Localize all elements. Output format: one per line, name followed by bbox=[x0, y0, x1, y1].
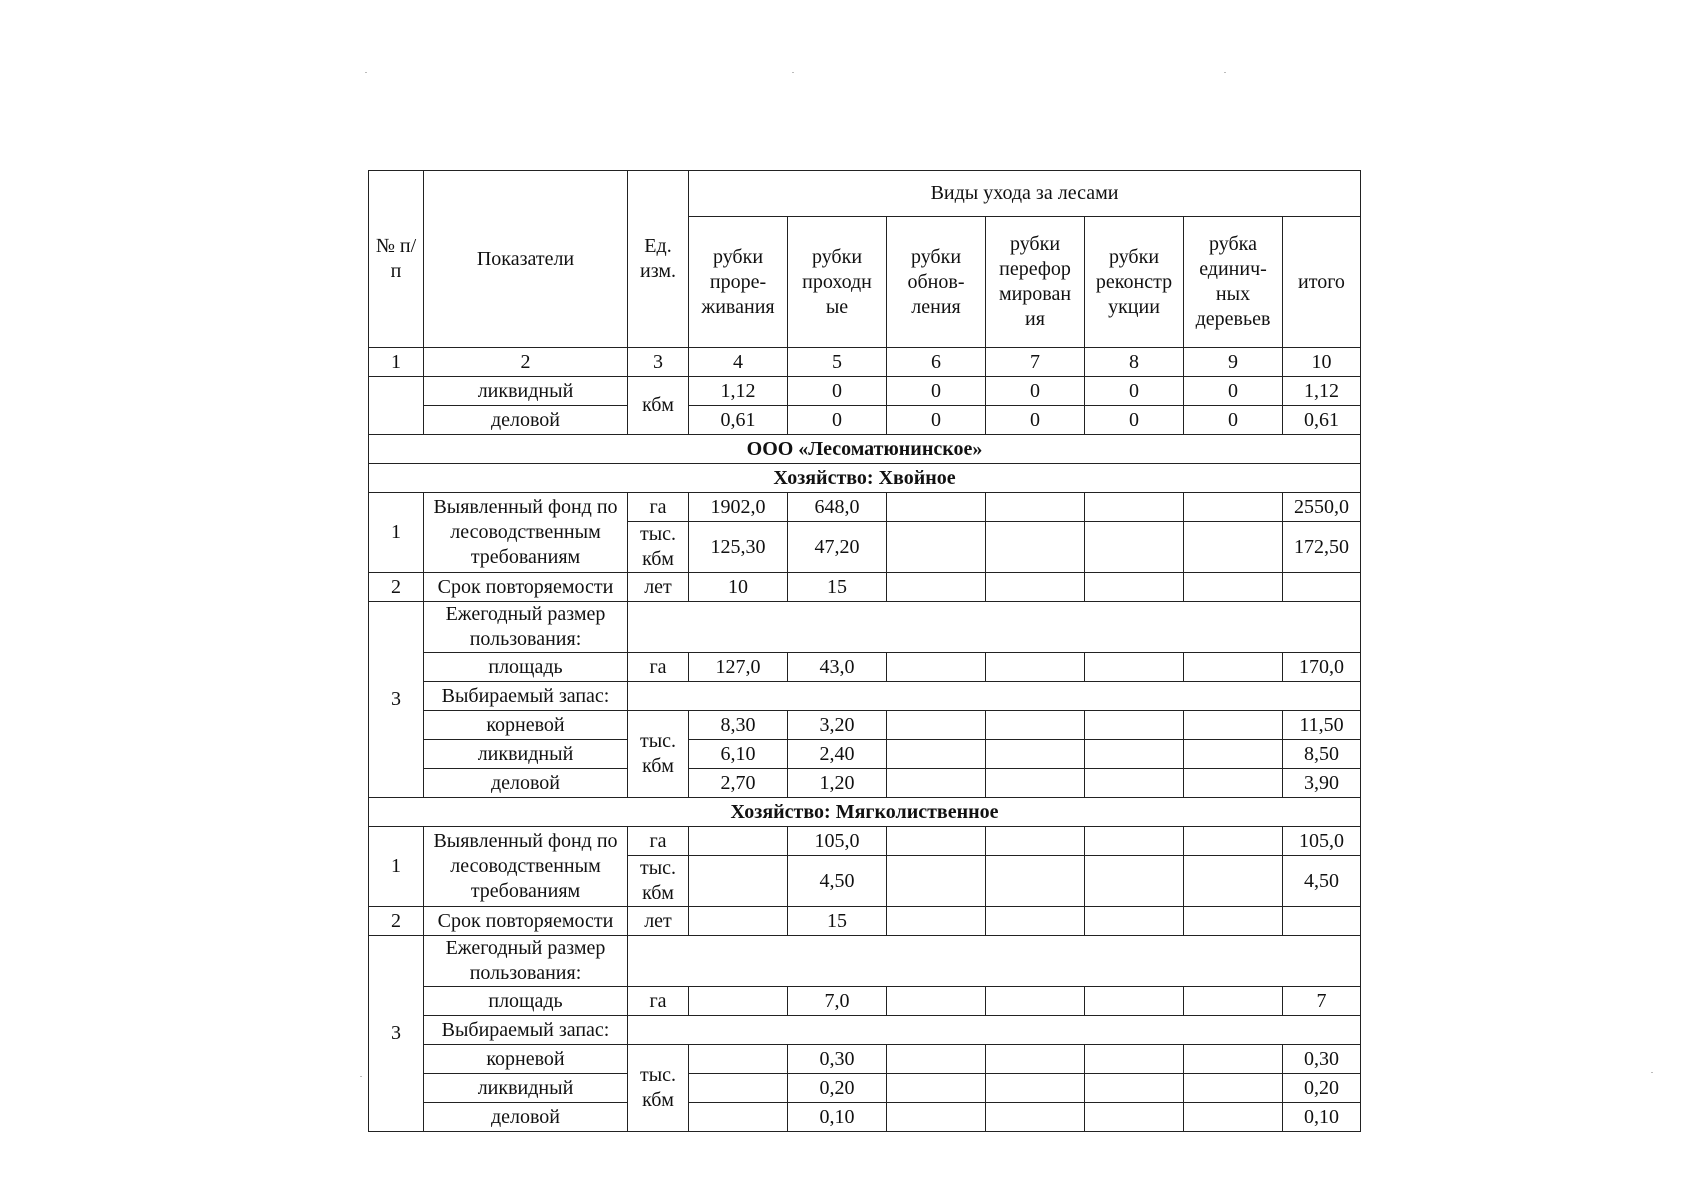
value-cell: 4,50 bbox=[788, 856, 887, 907]
value-cell bbox=[986, 653, 1085, 682]
value-cell bbox=[1085, 653, 1184, 682]
table-row bbox=[369, 907, 1361, 936]
col-header bbox=[689, 217, 788, 348]
value-cell bbox=[689, 827, 788, 856]
header-line: перефор bbox=[999, 258, 1071, 280]
value-cell bbox=[1184, 907, 1283, 936]
label-cell: Выбираемый запас: bbox=[424, 1016, 628, 1045]
column-number: 10 bbox=[1283, 348, 1361, 377]
value-cell bbox=[986, 856, 1085, 907]
table-row bbox=[369, 936, 1361, 987]
num-cell: 1 bbox=[369, 493, 424, 573]
unit-cell: кбм bbox=[628, 377, 689, 435]
header-line: ления bbox=[911, 295, 961, 318]
value-cell: 8,50 bbox=[1283, 740, 1361, 769]
value-cell bbox=[1184, 1074, 1283, 1103]
unit-cell: га bbox=[628, 493, 689, 522]
header-line: деревьев bbox=[1195, 308, 1271, 330]
header-row bbox=[369, 171, 1361, 217]
header-line: реконстр bbox=[1095, 270, 1173, 293]
value-cell: 0,30 bbox=[788, 1045, 887, 1074]
value-cell: 172,50 bbox=[1283, 522, 1361, 573]
table-row bbox=[369, 1016, 1361, 1045]
value-cell bbox=[887, 1074, 986, 1103]
scan-speck bbox=[360, 1076, 362, 1077]
table-row bbox=[369, 1103, 1361, 1132]
scan-speck bbox=[1651, 1072, 1653, 1073]
column-number-row bbox=[369, 348, 1361, 377]
value-cell bbox=[1184, 1103, 1283, 1132]
value-cell: 1,12 bbox=[689, 377, 788, 406]
unit-cell: тыс. кбм bbox=[628, 522, 689, 573]
value-cell: 125,30 bbox=[689, 522, 788, 573]
value-cell bbox=[887, 987, 986, 1016]
value-cell: 1,12 bbox=[1283, 377, 1361, 406]
header-line: итого bbox=[1298, 270, 1345, 293]
header-line: проходн bbox=[802, 270, 872, 293]
unit-cell: тыс. кбм bbox=[628, 856, 689, 907]
value-cell bbox=[1085, 1074, 1184, 1103]
value-cell: 15 bbox=[788, 907, 887, 936]
value-cell bbox=[1283, 907, 1361, 936]
value-cell bbox=[887, 573, 986, 602]
num-cell: 3 bbox=[369, 936, 424, 1132]
value-cell: 1902,0 bbox=[689, 493, 788, 522]
value-cell bbox=[1184, 653, 1283, 682]
label-cell: Выявленный фонд по лесоводственным требованиям bbox=[424, 493, 628, 573]
value-cell: 170,0 bbox=[1283, 653, 1361, 682]
num-cell bbox=[369, 377, 424, 435]
value-cell bbox=[887, 1103, 986, 1132]
value-cell: 0 bbox=[1184, 377, 1283, 406]
header-line: рубки bbox=[712, 245, 764, 268]
header-line: рубка bbox=[1209, 233, 1257, 255]
value-cell: 3,90 bbox=[1283, 769, 1361, 798]
label-cell: ликвидный bbox=[424, 1074, 628, 1103]
value-cell bbox=[1085, 769, 1184, 798]
value-cell: 0 bbox=[887, 377, 986, 406]
label-cell: площадь bbox=[424, 987, 628, 1016]
col-header bbox=[986, 217, 1085, 348]
value-cell bbox=[1085, 827, 1184, 856]
forest-care-table bbox=[368, 170, 1361, 1132]
table-row bbox=[369, 827, 1361, 856]
org-row bbox=[369, 435, 1361, 464]
value-cell bbox=[1184, 827, 1283, 856]
value-cell bbox=[887, 493, 986, 522]
col-header-indicators: Показатели bbox=[424, 171, 628, 348]
col-header-group: Виды ухода за лесами bbox=[689, 171, 1361, 217]
value-cell bbox=[986, 907, 1085, 936]
value-cell: 0 bbox=[887, 406, 986, 435]
table-row bbox=[369, 602, 1361, 653]
table-row bbox=[369, 406, 1361, 435]
label-cell: Ежегодный размер пользования: bbox=[424, 936, 628, 987]
header-line: рубки bbox=[811, 245, 863, 268]
unit-cell: лет bbox=[628, 907, 689, 936]
num-cell: 1 bbox=[369, 827, 424, 907]
label-cell: Ежегодный размер пользования: bbox=[424, 602, 628, 653]
header-line: рубки bbox=[1009, 233, 1061, 255]
header-line: живания bbox=[701, 295, 775, 318]
value-cell bbox=[887, 522, 986, 573]
unit-cell: га bbox=[628, 827, 689, 856]
value-cell: 2,70 bbox=[689, 769, 788, 798]
label-cell: ликвидный bbox=[424, 377, 628, 406]
num-cell: 2 bbox=[369, 573, 424, 602]
value-cell bbox=[986, 711, 1085, 740]
table-row bbox=[369, 682, 1361, 711]
header-line: проре- bbox=[709, 270, 767, 293]
value-cell: 10 bbox=[689, 573, 788, 602]
value-cell: 0,61 bbox=[1283, 406, 1361, 435]
empty-cell bbox=[628, 1016, 1361, 1045]
unit-cell: тыс. кбм bbox=[628, 711, 689, 798]
value-cell: 2,40 bbox=[788, 740, 887, 769]
value-cell: 105,0 bbox=[1283, 827, 1361, 856]
value-cell bbox=[1085, 740, 1184, 769]
value-cell bbox=[689, 856, 788, 907]
value-cell bbox=[986, 573, 1085, 602]
table-row bbox=[369, 769, 1361, 798]
value-cell bbox=[986, 827, 1085, 856]
value-cell: 1,20 bbox=[788, 769, 887, 798]
value-cell bbox=[986, 1045, 1085, 1074]
value-cell bbox=[1085, 1103, 1184, 1132]
unit-cell: лет bbox=[628, 573, 689, 602]
table-row bbox=[369, 740, 1361, 769]
value-cell bbox=[986, 740, 1085, 769]
value-cell: 7,0 bbox=[788, 987, 887, 1016]
num-cell: 2 bbox=[369, 907, 424, 936]
value-cell bbox=[986, 1103, 1085, 1132]
column-number: 8 bbox=[1085, 348, 1184, 377]
value-cell bbox=[1085, 987, 1184, 1016]
org-title: ООО «Лесоматюнинское» bbox=[369, 435, 1361, 464]
value-cell: 0 bbox=[1085, 406, 1184, 435]
value-cell bbox=[986, 522, 1085, 573]
value-cell bbox=[986, 1074, 1085, 1103]
unit-cell: га bbox=[628, 987, 689, 1016]
value-cell bbox=[887, 769, 986, 798]
col-header bbox=[887, 217, 986, 348]
header-line: мирован bbox=[998, 283, 1072, 305]
value-cell bbox=[1085, 522, 1184, 573]
section-title: Хозяйство: Мягколиственное bbox=[369, 798, 1361, 827]
value-cell: 0 bbox=[986, 406, 1085, 435]
label-cell: площадь bbox=[424, 653, 628, 682]
col-header bbox=[788, 217, 887, 348]
value-cell bbox=[689, 1074, 788, 1103]
value-cell: 648,0 bbox=[788, 493, 887, 522]
value-cell: 8,30 bbox=[689, 711, 788, 740]
value-cell: 0,30 bbox=[1283, 1045, 1361, 1074]
column-number: 2 bbox=[424, 348, 628, 377]
column-number: 7 bbox=[986, 348, 1085, 377]
value-cell: 4,50 bbox=[1283, 856, 1361, 907]
scan-speck bbox=[792, 72, 794, 73]
value-cell: 0 bbox=[788, 377, 887, 406]
section-row bbox=[369, 798, 1361, 827]
column-number: 5 bbox=[788, 348, 887, 377]
value-cell bbox=[1184, 711, 1283, 740]
label-cell: Выявленный фонд по лесоводственным требованиям bbox=[424, 827, 628, 907]
label-cell: Срок повторяемости bbox=[424, 573, 628, 602]
empty-cell bbox=[628, 602, 1361, 653]
empty-cell bbox=[628, 936, 1361, 987]
value-cell: 0 bbox=[1085, 377, 1184, 406]
value-cell bbox=[887, 653, 986, 682]
num-cell: 3 bbox=[369, 602, 424, 798]
value-cell bbox=[1184, 740, 1283, 769]
value-cell bbox=[689, 907, 788, 936]
value-cell: 0 bbox=[788, 406, 887, 435]
value-cell: 43,0 bbox=[788, 653, 887, 682]
column-number: 6 bbox=[887, 348, 986, 377]
scan-speck bbox=[1224, 72, 1226, 73]
value-cell: 0,20 bbox=[1283, 1074, 1361, 1103]
value-cell bbox=[1184, 1045, 1283, 1074]
column-number: 4 bbox=[689, 348, 788, 377]
value-cell bbox=[1085, 856, 1184, 907]
column-number: 9 bbox=[1184, 348, 1283, 377]
table-row bbox=[369, 493, 1361, 522]
value-cell bbox=[887, 711, 986, 740]
value-cell: 15 bbox=[788, 573, 887, 602]
header-line: обнов- bbox=[907, 270, 965, 293]
label-cell: деловой bbox=[424, 1103, 628, 1132]
value-cell: 105,0 bbox=[788, 827, 887, 856]
value-cell: 3,20 bbox=[788, 711, 887, 740]
value-cell: 0 bbox=[986, 377, 1085, 406]
header-line: ных bbox=[1215, 283, 1251, 305]
value-cell bbox=[1085, 1045, 1184, 1074]
header-line: единич- bbox=[1199, 258, 1267, 280]
column-number: 3 bbox=[628, 348, 689, 377]
value-cell bbox=[986, 987, 1085, 1016]
label-cell: Выбираемый запас: bbox=[424, 682, 628, 711]
value-cell bbox=[1184, 573, 1283, 602]
label-cell: Срок повторяемости bbox=[424, 907, 628, 936]
table-row bbox=[369, 711, 1361, 740]
value-cell bbox=[1085, 907, 1184, 936]
value-cell bbox=[1085, 711, 1184, 740]
value-cell bbox=[887, 907, 986, 936]
value-cell bbox=[1184, 856, 1283, 907]
value-cell: 2550,0 bbox=[1283, 493, 1361, 522]
value-cell bbox=[887, 740, 986, 769]
col-header bbox=[1085, 217, 1184, 348]
value-cell: 0,61 bbox=[689, 406, 788, 435]
col-header-num: № п/п bbox=[369, 171, 424, 348]
value-cell: 7 bbox=[1283, 987, 1361, 1016]
value-cell bbox=[1184, 493, 1283, 522]
col-header-unit: Ед. изм. bbox=[628, 171, 689, 348]
value-cell bbox=[1085, 573, 1184, 602]
value-cell: 0,10 bbox=[1283, 1103, 1361, 1132]
value-cell bbox=[986, 493, 1085, 522]
value-cell bbox=[1085, 493, 1184, 522]
value-cell: 0,10 bbox=[788, 1103, 887, 1132]
value-cell bbox=[887, 856, 986, 907]
header-line: рубки bbox=[1108, 245, 1160, 268]
value-cell bbox=[689, 1103, 788, 1132]
value-cell: 0,20 bbox=[788, 1074, 887, 1103]
table-row bbox=[369, 653, 1361, 682]
value-cell: 47,20 bbox=[788, 522, 887, 573]
unit-cell: тыс. кбм bbox=[628, 1045, 689, 1132]
value-cell bbox=[1283, 573, 1361, 602]
value-cell bbox=[1184, 987, 1283, 1016]
value-cell bbox=[887, 827, 986, 856]
label-cell: ликвидный bbox=[424, 740, 628, 769]
empty-cell bbox=[628, 682, 1361, 711]
value-cell bbox=[1184, 522, 1283, 573]
unit-cell: га bbox=[628, 653, 689, 682]
value-cell bbox=[1184, 769, 1283, 798]
column-number: 1 bbox=[369, 348, 424, 377]
label-cell: деловой bbox=[424, 769, 628, 798]
table-row bbox=[369, 1045, 1361, 1074]
value-cell bbox=[689, 1045, 788, 1074]
header-line: рубки bbox=[910, 245, 962, 268]
section-title: Хозяйство: Хвойное bbox=[369, 464, 1361, 493]
value-cell bbox=[986, 769, 1085, 798]
label-cell: корневой bbox=[424, 1045, 628, 1074]
value-cell bbox=[887, 1045, 986, 1074]
value-cell: 6,10 bbox=[689, 740, 788, 769]
table-row bbox=[369, 1074, 1361, 1103]
label-cell: деловой bbox=[424, 406, 628, 435]
value-cell: 127,0 bbox=[689, 653, 788, 682]
header-line: ия bbox=[1025, 308, 1045, 330]
header-line: ые bbox=[825, 295, 849, 318]
section-row bbox=[369, 464, 1361, 493]
value-cell bbox=[689, 987, 788, 1016]
table-row bbox=[369, 377, 1361, 406]
table-row bbox=[369, 573, 1361, 602]
scan-speck bbox=[365, 72, 367, 73]
value-cell: 11,50 bbox=[1283, 711, 1361, 740]
col-header bbox=[1184, 217, 1283, 348]
header-line: укции bbox=[1108, 295, 1160, 318]
value-cell: 0 bbox=[1184, 406, 1283, 435]
col-header bbox=[1283, 217, 1361, 348]
table-row bbox=[369, 987, 1361, 1016]
label-cell: корневой bbox=[424, 711, 628, 740]
